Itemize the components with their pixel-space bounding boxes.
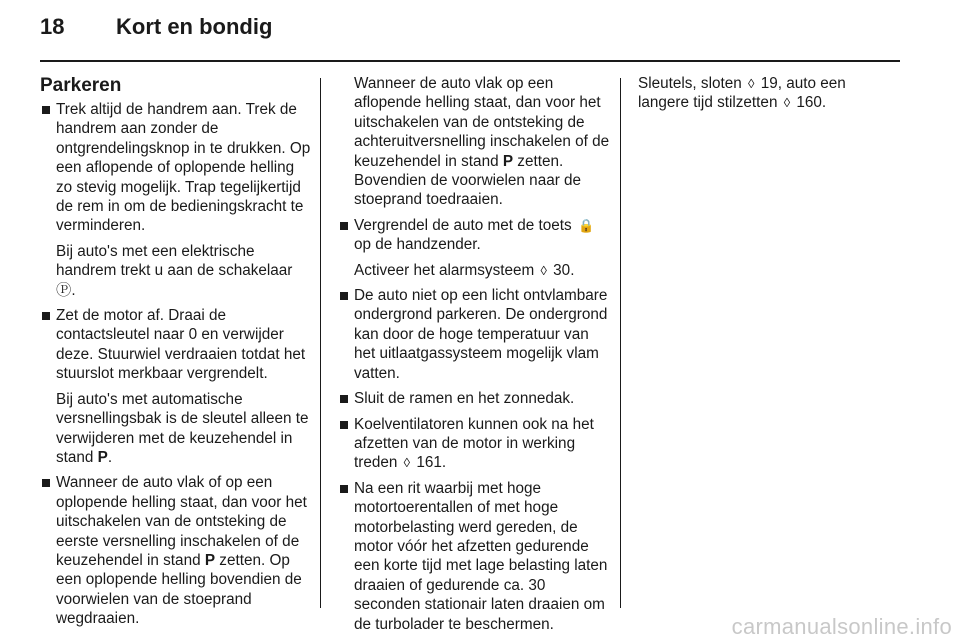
header-rule [40,60,900,62]
paragraph [638,74,900,113]
page-reference-icon: ◊ [748,76,755,91]
column-1 [40,74,312,635]
list-item-text: . [441,454,447,472]
page-reference-icon: ◊ [783,95,791,111]
paragraph-text: . [107,448,113,466]
column-2 [338,74,610,640]
page-header [40,14,272,54]
column-3 [638,74,900,119]
list-item-text: Na een rit waarbij met hoge motortoerentallen of met hoge motorbelasting werd gereden, de motor vóór het afzetten gedurende een korte tijd met lage belasting laten draaien of gedurende ca. 30 seconden stationair laten draaien om de turbolader te beschermen. [354,479,608,633]
list-item-text: De auto niet op een licht ontvlambare ondergrond parkeren. De ondergrond kan door de hoge temperatuur van het uitlaatgassysteem mogelijk vlam vatten. [354,287,608,382]
page-reference-icon: ◊ [403,455,411,471]
page-reference-icon: ◊ [540,262,547,278]
list-item [40,473,312,628]
list-item [338,216,610,255]
list-item-text: Wanneer de auto vlak of op een oplopende helling staat, dan voor het uitschakelen van de ontsteking de eerste versnelling inschakelen of de keuzehendel in stand [56,474,307,569]
column-divider [620,78,621,608]
list-item-text: Koelventilatoren kunnen ook na het afzetten van de motor in werking treden [354,415,594,472]
list-item [40,100,312,236]
list-item [338,479,610,634]
paragraph-text: , auto een langere tijd stilzetten [638,75,846,112]
paragraph-text: Activeer het alarmsysteem [354,261,539,279]
page-title: Kort en bondig [116,14,273,39]
list-item-text: Vergrendel de auto met de toets [354,216,576,234]
paragraph-text: Bij auto's met automatische versnellingsbak is de sleutel alleen te verwijderen met de keuzehendel in stand [56,390,309,466]
lock-icon: 🔒 [577,217,595,233]
page-reference-link[interactable]: 160 [796,94,822,112]
list-item [338,286,610,383]
page-reference-link[interactable]: 30 [553,261,571,279]
list-item-text: Sluit de ramen en het zonnedak. [354,390,575,408]
page-number: 18 [40,14,65,39]
paragraph-text: Sleutels, sloten [638,75,746,92]
column-divider [320,78,321,608]
list-item-text: zetten. Op een oplopende helling bovendien de voorwielen van de stoeprand wegdraaien. [56,551,302,628]
paragraph [338,261,610,280]
paragraph-text: Bij auto's met een elektrische handrem trekt u aan de schakelaar [56,242,293,280]
paragraph [338,74,610,210]
paragraph [40,390,312,468]
paragraph-text: Wanneer de auto vlak op een aflopende helling staat, dan voor het uitschakelen van de ontsteking de achteruitversnelling inschakelen of de keuzehendel in stand [354,75,610,170]
paragraph-text: . [71,281,76,299]
parking-brake-icon: Ⓟ [56,281,72,299]
paragraph [40,242,312,300]
gear-position-label: P [204,551,216,569]
paragraph-text: zetten. Bovendien de voorwielen naar de stoeprand toedraaien. [354,152,582,209]
gear-position-label: P [502,152,514,170]
list-item-text: op de handzender. [354,236,481,254]
section-heading: Parkeren [40,75,122,96]
list-item [338,415,610,473]
paragraph-text: . [821,94,827,112]
gear-position-label: P [97,448,108,466]
list-item [338,389,610,408]
watermark: carmanualsonline.info [731,614,952,639]
page-reference-link[interactable]: 19 [760,75,778,92]
list-item [40,306,312,384]
paragraph-text: . [570,261,575,279]
list-item-text: Zet de motor af. Draai de contactsleutel naar 0 en verwijder deze. Stuurwiel verdraaien totdat het stuurslot merkbaar vergrendelt. [56,307,306,383]
page-reference-link[interactable]: 161 [416,454,442,472]
list-item-text: Trek altijd de handrem aan. Trek de handrem aan zonder de ontgrendelingsknop in te drukken. Op een aflopende of oplopende helling zo stevig mogelijk. Trap tegelijkertijd de rem in om de bedieningskracht te verminderen. [56,101,311,235]
